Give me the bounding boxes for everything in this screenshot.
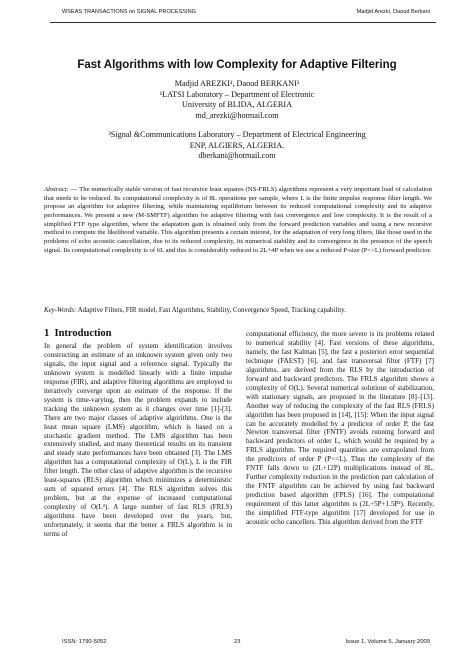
left-column xyxy=(44,328,232,539)
left-column-text: In general the problem of system identification involves constructing an estimate of an unknown system given only two signals, the input signal and a reference signal. Typically the unknown system is modelled linearly with a finite impulse response (FIR), and adaptive filtering algorithms are employed to iteratively converge upon an estimate of the response. If the system is time-varying, then the problem expands to include tracking the unknown system as it changes over time [1]-[3]. There are two major classes of adaptive algorithms. One is the least mean square (LMS) algorithm, which is based on a stochastic gradient method. The LMS algorithm has been extensively studied, and many theoretical results on its transient and steady state performances have been obtained [3]. The LMS algorithm has a computational complexity of O(L), L is the FIR filter length. The other class of adaptive algorithm is the recursive least-squares (RLS) algorithm which minimizes a deterministic sum of squared errors [4]. The RLS algorithm solves this problem, but at the expense of increased computational complexity of O(L²). A large number of fast RLS (FRLS) algorithms have been developed over the years, but, unfortunately, it seems that the better a FRLS algorithm is in terms of xyxy=(44,342,232,539)
keywords-label: Key-Words: xyxy=(44,307,77,314)
page-footer xyxy=(62,639,430,649)
footer-issue: Issue 1, Volume 5, January 2009 xyxy=(345,639,430,645)
affiliation-block-1 xyxy=(0,79,474,122)
affiliation-1-email: md_arezki@hotmail.com xyxy=(195,111,279,121)
author-names: Madjid AREZKI¹, Daoud BERKANI² xyxy=(174,79,300,88)
header-rule xyxy=(50,22,436,23)
header-authors: Madjid Arezki, Daoud Berkani xyxy=(356,9,430,15)
right-column xyxy=(246,330,434,527)
affiliation-1-univ: University of BLIDA, ALGERIA xyxy=(181,100,293,110)
section-number: 1 xyxy=(44,328,50,339)
abstract-label: Abstract: xyxy=(44,186,69,193)
abstract-text: — The numerically stable version of fast recursive least squares (NS-FRLS) algorithms represent a very important load of calculation that needs to be reduced. Its computational complexity is of 8L operations per sample, where L is the finite impulse response filter length. We propose an algorithm for adaptive filtering, while maintaining equilibrium between its reduced computational complexity and its adaptive performances. We present a new (M-SMFTF) algorithm for adaptive filtering with fast convergence and low complexity. It is the result of a simplified FTF type algorithm, where the adaptation gain is obtained only from the forward prediction variables and using a new recursive method to compute the likelihood variable. This algorithm presents a certain interest, for the adaptation of very long filters, like those used in the problems of echo acoustic cancellation, due to its reduced complexity, its numerical stability and its convergence in the presence of the speech signal. Its computational complexity is of 6L and this is considerably reduced to 2L+4P when we use a reduced P-size (P<<L) forward predictor. xyxy=(44,186,432,254)
keywords-text: Adaptive Filters, FIR model, Fast Algorithms, Stability, Convergence Speed, Tracking capability. xyxy=(76,307,346,314)
section-title: Introduction xyxy=(54,328,112,339)
abstract xyxy=(44,186,432,255)
keywords xyxy=(44,306,432,315)
right-column-text: computational efficiency, the more severe is its problems related to numerical stability [4]. Fast versions of these algorithms, namely, the fast Kalman [5], the fast a posteriori error sequential technique (FAEST) [6], and fast transversal filter (FTF) [7] algorithms, are derived from the RLS by the introduction of forward and backward predictors. The FRLS algorithm shows a complexity of O(L). Several numerical solutions of stabilization, with stationary signals, are proposed in the literature [8]–[13]. Another way of reducing the complexity of the fast RLS (FRLS) algorithm has been proposed in [14], [15]: When the input signal can be accurately modelled by a predictor of order P, the fast Newton transversal filter (FNTF) avoids running forward and backward predictors of order L, which would be required by a FRLS algorithm. The required quantities are extrapolated from the predictors of order P (P<<L). Thus the complexity of the FNTF falls down to (2L+12P) multiplications instead of 8L. Further complexity reduction in the prediction part calculation of the FNTF algorithm can be achieved by using fast backward prediction based algorithm (FPLS) [16]. The computational requirement of this latter algorithm is (2L+5P+1.5P²). Recently, the simplified FTF-type algorithm [17] developed for use in acoustic echo cancellers. This algorithm derived from the FTF xyxy=(246,330,434,527)
affiliation-block-2 xyxy=(0,130,474,162)
journal-name: WSEAS TRANSACTIONS on SIGNAL PROCESSING xyxy=(62,9,196,15)
section-heading xyxy=(44,328,232,340)
footer-page-number: 23 xyxy=(234,639,241,645)
paper-title: Fast Algorithms with low Complexity for Adaptive Filtering xyxy=(77,59,397,71)
affiliation-1-dept: ¹LATSI Laboratory – Department of Electronic xyxy=(159,89,315,99)
running-header xyxy=(62,6,430,18)
affiliation-2-dept: ²Signal &Communications Laboratory – Department of Electrical Engineering xyxy=(108,130,366,139)
affiliation-2-inst: ENP, ALGIERS, ALGERIA. xyxy=(189,140,285,150)
affiliation-2-email: dberkani@hotmail.com xyxy=(198,151,276,161)
footer-issn: ISSN: 1790-5052 xyxy=(62,639,107,645)
